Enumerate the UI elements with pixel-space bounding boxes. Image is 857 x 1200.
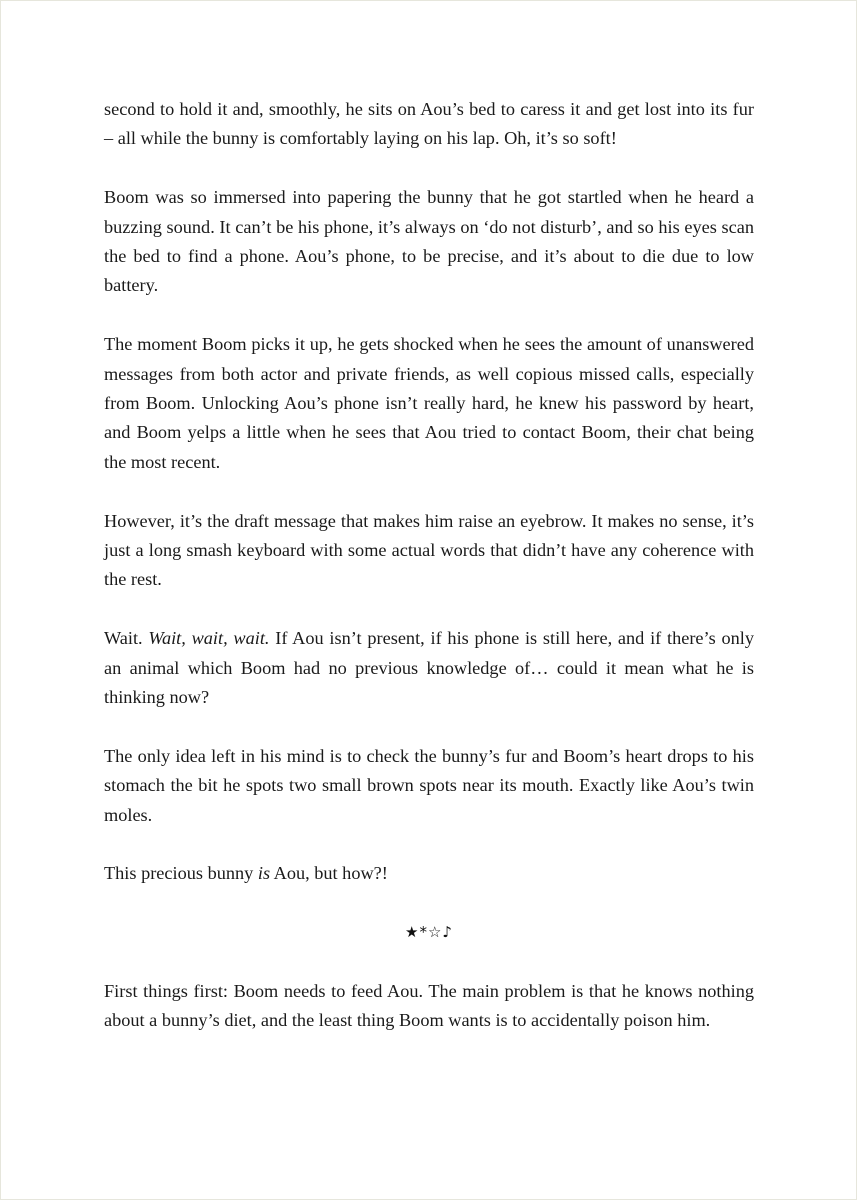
- paragraph-7-start: This precious bunny: [104, 863, 258, 884]
- paragraph-6: The only idea left in his mind is to check the bunny’s fur and Boom’s heart drops to his stomach the bit he spots two small brown spots near its mouth. Exactly like Aou’s twin moles.: [104, 745, 754, 825]
- paragraph-7-rest: Aou, but how?!: [270, 863, 388, 884]
- scene-break-separator: ★*☆♪: [405, 923, 453, 942]
- paragraph-7: [104, 859, 754, 888]
- paragraph-1: second to hold it and, smoothly, he sits on Aou’s bed to caress it and get lost into its fur – all while the bunny is comfortably laying on his lap. Oh, it’s so soft!: [104, 99, 754, 149]
- paragraph-2: Boom was so immersed into papering the bunny that he got startled when he heard a buzzing sound. It can’t be his phone, it’s always on ‘do not disturb’, and so his eyes scan the bed to find a phone. Aou’s phone, to be precise, and it’s about to die due to low battery.: [104, 187, 754, 296]
- paragraph-5-start: Wait.: [104, 628, 149, 649]
- paragraph-3: The moment Boom picks it up, he gets shocked when he sees the amount of unanswered messages from both actor and private friends, as well copious missed calls, especially from Boom. Unlocking Aou’s phone isn’t really hard, he knew his password by heart, and Boom yelps a little when he sees that Aou tried to contact Boom, their chat being the most recent.: [104, 334, 754, 472]
- paragraph-5: [104, 624, 754, 712]
- paragraph-5-emphasis: Wait, wait, wait.: [148, 628, 270, 649]
- paragraph-4: However, it’s the draft message that makes him raise an eyebrow. It makes no sense, it’s just a long smash keyboard with some actual words that didn’t have any coherence with the rest.: [104, 510, 754, 590]
- paragraph-5-rest: If Aou isn’t present, if his phone is still here, and if there’s only an animal which Boom had no previous knowledge of… could it mean what he is thinking now?: [104, 628, 754, 708]
- paragraph-8: First things first: Boom needs to feed Aou. The main problem is that he knows nothing about a bunny’s diet, and the least thing Boom wants is to accidentally poison him.: [104, 981, 754, 1031]
- story-text: [104, 95, 754, 1065]
- paragraph-7-emphasis: is: [257, 863, 271, 884]
